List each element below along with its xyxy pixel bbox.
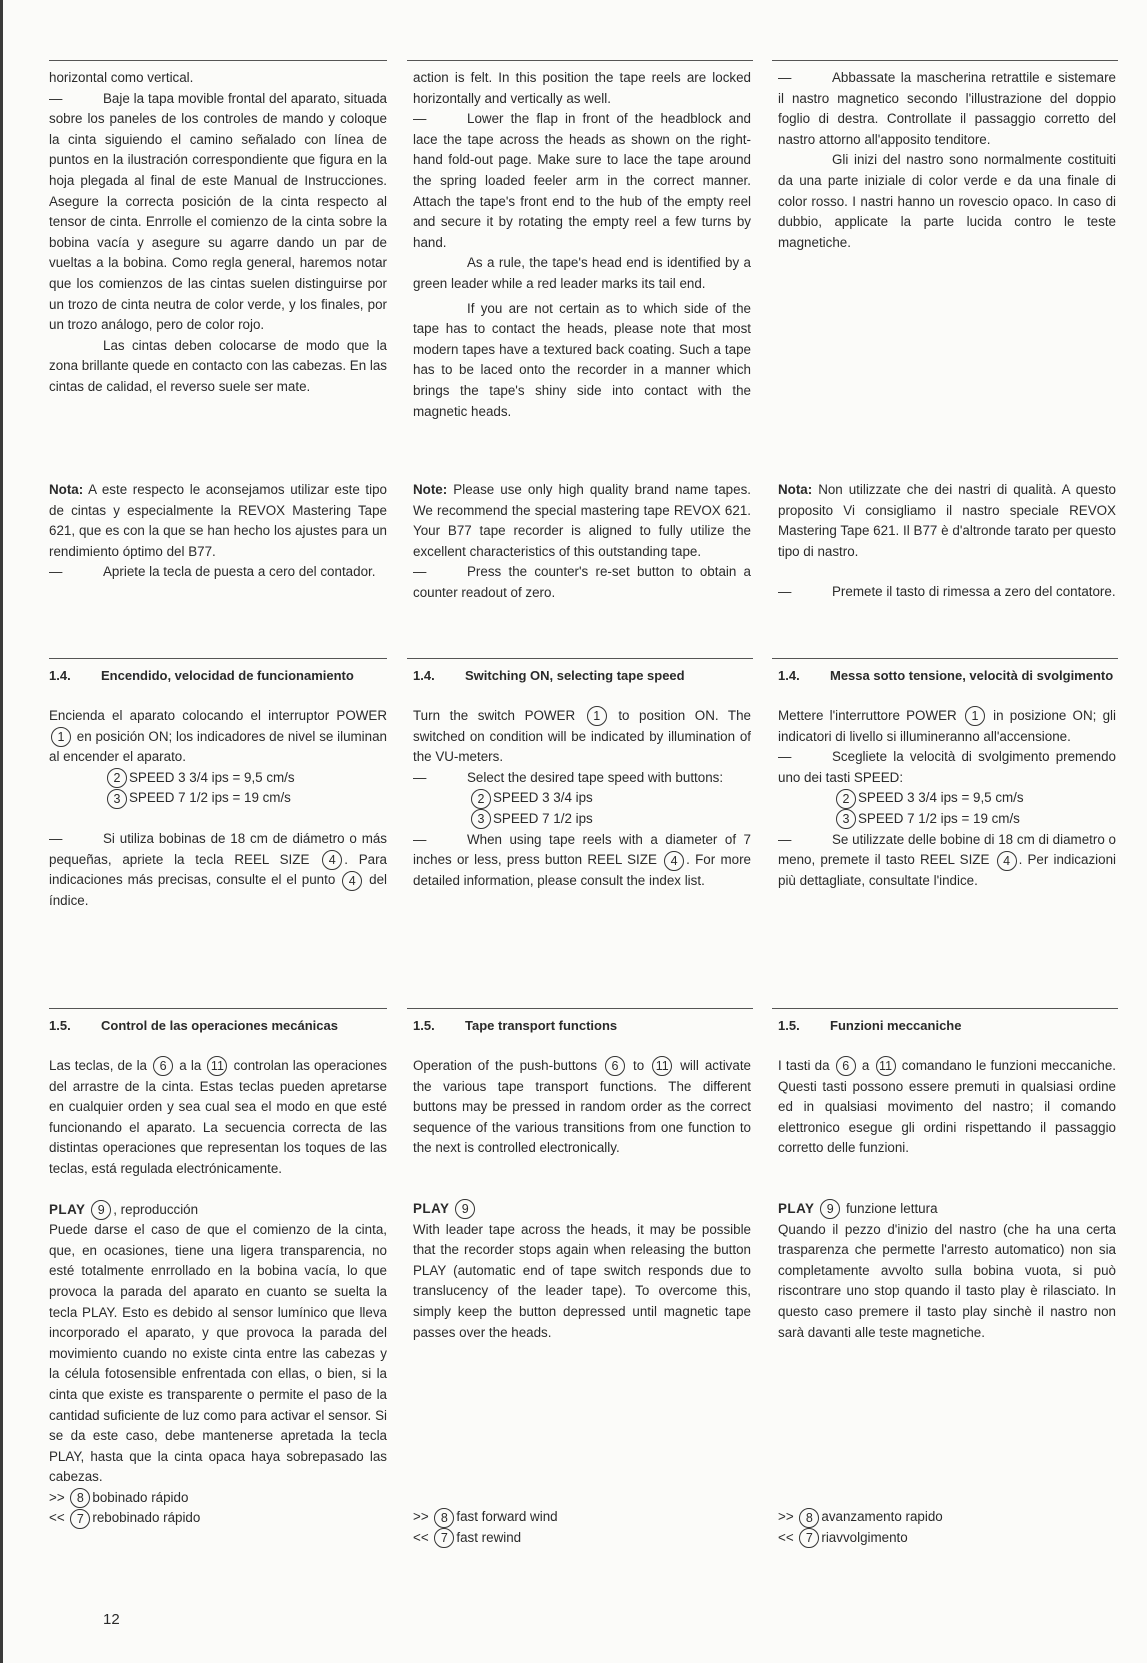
top-rule — [49, 60, 387, 61]
button-number-icon: 1 — [965, 706, 985, 726]
paragraph: — Baje la tapa movible frontal del aparato, situada sobre los paneles de los controles de mando y coloque la cinta siguiendo el camino señalado con línea de puntos en la ilustración correspondiente que figura en la hoja plegada al final de este Manual de Instrucciones. Asegure la correcta posición de la cinta respecto al tensor de cinta. Enrrolle el comienzo de la cinta sobre la bobina vacía y asegure su agarre dando un par de vueltas a la bobina. Como regla general, haremos notar que los comienzos de las cintas suelen distinguirse por un trozo de cinta neutra de color verde, y los finales, por un trozo análogo, pero de color rojo. — [49, 90, 387, 333]
rewind-number-icon: 7 — [799, 1528, 819, 1548]
note-paragraph: Note: Please use only high quality brand name tapes. We recommend the special mastering tape REVOX 621. Your B77 tape recorder is aligned to fully utilize the excellent characteristics of this outstanding tape. — [413, 482, 751, 559]
button-number-icon: 4 — [342, 871, 362, 891]
paragraph: I tasti da 6 a 11 comandano le funzioni meccaniche. Questi tasti possono essere premuti in qualsiasi ordine ed in qualsiasi movimento del nastro; il comando elettronico esegue gli ordini rispettando il passaggio corretto delle funzioni. — [778, 1058, 1116, 1156]
top-rule — [407, 60, 753, 61]
section-heading: 1.5. Tape transport functions — [413, 1018, 618, 1033]
speed-line: 3 SPEED 7 1/2 ips = 19 cm/s — [778, 809, 1116, 830]
play-button-number-icon: 9 — [820, 1199, 840, 1219]
paragraph: If you are not certain as to which side of the tape has to contact the heads, please note that most modern tapes have a textured back coating. Such a tape has to be laced onto the recorder in a manner which brings the tape's shiny side into contact with the magnetic heads. — [413, 300, 751, 419]
speed-line: 3 SPEED 7 1/2 ips — [413, 809, 751, 830]
fast-forward-line: >> 8 bobinado rápido — [49, 1488, 387, 1509]
section-rule — [407, 658, 753, 659]
paragraph: — Press the counter's re-set button to obtain a counter readout of zero. — [413, 564, 751, 600]
paragraph: — Premete il tasto di rimessa a zero del contatore. — [778, 584, 1116, 600]
rewind-line: << 7 riavvolgimento — [778, 1528, 1116, 1549]
paragraph: With leader tape across the heads, it may be possible that the recorder stops again when releasing the button PLAY (automatic end of tape switch responds due to translucency of the leader tape). To overcome this, simply keep the button depressed until magnetic tape passes over the heads. — [413, 1221, 751, 1340]
button-number-icon: 3 — [107, 789, 127, 809]
section-heading: 1.4. Switching ON, selecting tape speed — [413, 668, 685, 683]
paragraph: Las cintas deben colocarse de modo que la zona brillante quede en contacto con las cabezas. En las cintas de calidad, el reverso suele ser mate. — [49, 337, 387, 394]
paragraph: As a rule, the tape's head end is identified by a green leader while a red leader marks its tail end. — [413, 255, 751, 291]
rewind-number-icon: 7 — [70, 1509, 90, 1529]
page-binding-edge — [0, 0, 3, 1663]
button-number-icon: 2 — [107, 768, 127, 788]
paragraph: — Si utiliza bobinas de 18 cm de diámetro o más pequeñas, apriete la tecla REEL SIZE 4 . Para indicaciones más precisas, consulte el el punto 4 del índice. — [49, 830, 387, 908]
paragraph: Gli inizi del nastro sono normalmente costituiti da una parte iniziale di color verde e da una finale di color rosso. I nastri hanno un rovescio opaco. In caso di dubbio, applicate la parte lucida contro le teste magnetiche. — [778, 152, 1116, 250]
button-number-icon: 4 — [664, 851, 684, 871]
button-number-icon: 11 — [207, 1056, 227, 1076]
button-number-icon: 1 — [51, 727, 71, 747]
fast-forward-number-icon: 8 — [70, 1488, 90, 1508]
section-1-4 — [413, 666, 751, 891]
rewind-line: << 7 rebobinado rápido — [49, 1508, 387, 1529]
section-rule — [772, 658, 1118, 659]
fast-forward-line: >> 8 fast forward wind — [413, 1507, 751, 1528]
paragraph: — Lower the flap in front of the headblock and lace the tape across the heads as shown on the right-hand fold-out page. Make sure to lace the tape around the spring loaded feeler arm in the correct manner. Attach the tape's front end to the hub of the empty reel and secure it by rotating the empty reel a few turns by hand. — [413, 111, 751, 250]
page-number: 12 — [103, 1611, 120, 1628]
nota-paragraph: Nota: Non utilizzate che dei nastri di qualità. A questo proposito Vi consigliamo il nastro speciale REVOX Mastering Tape 621. Il B77 è d'altronde tarato per questo tipo di nastro. — [778, 482, 1116, 559]
section-tape-lacing — [778, 68, 1116, 253]
section-tape-lacing — [49, 68, 387, 398]
paragraph: Puede darse el caso de que el comienzo de la cinta, que, en ocasiones, tiene una ligera transparencia, no esté totalmente enrrollado en la bobina vacía, lo que provoca la parada del aparato en cuanto se suelta la tecla PLAY. Esto es debido al sensor lumínico que lleva incorporado el aparato, y que provoca la parada del movimiento cuando no existe cinta entre las cabezas y la célula fotosensible enfrentada con ellas, o bien, si la cinta que existe es transparente o permite el paso de la cantidad suficiente de luz como para activar el sensor. Si se da este caso, debe mantenerse apretada la tecla PLAY, hasta que la cinta opaca haya sobrepasado las cabezas. — [49, 1222, 387, 1485]
paragraph: Mettere l'interruttore POWER 1 in posizione ON; gli indicatori di livello si illumineranno all'accensione. — [778, 708, 1116, 744]
button-number-icon: 3 — [836, 809, 856, 829]
top-rule — [772, 60, 1118, 61]
section-nota — [778, 480, 1116, 603]
play-heading: PLAY 9 — [413, 1199, 751, 1220]
nota-paragraph: Nota: A este respecto le aconsejamos utilizar este tipo de cintas y especialmente la REVOX Mastering Tape 621, que es con la que se han hecho los ajustes para un rendimiento óptimo del B77. — [49, 482, 387, 559]
section-1-5 — [413, 1016, 751, 1548]
play-heading: PLAY 9 , reproducción — [49, 1200, 387, 1221]
play-heading: PLAY 9 funzione lettura — [778, 1199, 1116, 1220]
paragraph: — Abbassate la mascherina retrattile e sistemare il nastro magnetico secondo l'illustrazione del doppio foglio di destra. Controllate il passaggio corretto del nastro attorno all'apposito tenditore. — [778, 70, 1116, 147]
paragraph: Turn the switch POWER 1 to position ON. The switched on condition will be indicated by illumination of the VU-meters. — [413, 708, 751, 765]
button-number-icon: 6 — [836, 1056, 856, 1076]
rewind-line: << 7 fast rewind — [413, 1528, 751, 1549]
rewind-number-icon: 7 — [434, 1528, 454, 1548]
button-number-icon: 4 — [322, 850, 342, 870]
paragraph: — Apriete la tecla de puesta a cero del contador. — [49, 564, 376, 580]
paragraph: — Se utilizzate delle bobine di 18 cm di diametro o meno, premete il tasto REEL SIZE 4 . Per indicazioni più dettagliate, consultate l'indice. — [778, 831, 1116, 888]
button-number-icon: 4 — [997, 851, 1017, 871]
paragraph: Operation of the push-buttons 6 to 11 will activate the various tape transport functions. The different buttons may be pressed in random order as the correct sequence of the various transitions from one function to the next is controlled electronically. — [413, 1058, 751, 1156]
paragraph: — Select the desired tape speed with buttons: — [413, 769, 724, 785]
button-number-icon: 1 — [587, 706, 607, 726]
section-1-4 — [49, 666, 387, 911]
section-rule — [407, 1008, 753, 1009]
fast-forward-number-icon: 8 — [434, 1508, 454, 1528]
section-nota — [49, 480, 387, 583]
button-number-icon: 6 — [153, 1056, 173, 1076]
section-tape-lacing — [413, 68, 751, 422]
section-heading: 1.5. Funzioni meccaniche — [778, 1018, 962, 1033]
section-1-4 — [778, 666, 1116, 891]
section-heading: 1.4. Encendido, velocidad de funcionamiento — [49, 668, 354, 683]
speed-line: 2 SPEED 3 3/4 ips = 9,5 cm/s — [49, 768, 387, 789]
section-1-5 — [49, 1016, 387, 1529]
button-number-icon: 11 — [652, 1056, 672, 1076]
paragraph: horizontal como vertical. — [49, 70, 194, 85]
section-heading: 1.4. Messa sotto tensione, velocità di svolgimento — [778, 668, 1114, 683]
fast-forward-number-icon: 8 — [799, 1508, 819, 1528]
section-heading: 1.5. Control de las operaciones mecánicas — [49, 1018, 338, 1033]
button-number-icon: 6 — [605, 1056, 625, 1076]
paragraph: Quando il pezzo d'inizio del nastro (che ha una certa trasparenza che permette l'arresto automatico) non sia completamente avvolto sulla bobina vuota, si può riscontrare uno stop quando il tasto play è rilasciato. In questo caso premere il tasto play sinchè il nastro non sarà davanti alle teste magnetiche. — [778, 1221, 1116, 1340]
section-1-5 — [778, 1016, 1116, 1548]
paragraph: — Scegliete la velocità di svolgimento premendo uno dei tasti SPEED: — [778, 749, 1116, 785]
speed-line: 3 SPEED 7 1/2 ips = 19 cm/s — [49, 788, 387, 809]
speed-line: 2 SPEED 3 3/4 ips = 9,5 cm/s — [778, 788, 1116, 809]
section-rule — [772, 1008, 1118, 1009]
section-rule — [49, 1008, 387, 1009]
fast-forward-line: >> 8 avanzamento rapido — [778, 1507, 1116, 1528]
play-button-number-icon: 9 — [91, 1200, 111, 1220]
speed-line: 2 SPEED 3 3/4 ips — [413, 788, 751, 809]
section-rule — [49, 658, 387, 659]
button-number-icon: 3 — [471, 809, 491, 829]
section-note — [413, 480, 751, 604]
play-button-number-icon: 9 — [455, 1199, 475, 1219]
paragraph: Encienda el aparato colocando el interruptor POWER 1 en posición ON; los indicadores de nivel se iluminan al encender el aparato. — [49, 708, 387, 765]
paragraph: Las teclas, de la 6 a la 11 controlan las operaciones del arrastre de la cinta. Estas teclas pueden apretarse en cualquier orden y sea cual sea el modo en que esté funcionando el aparato. La secuencia correcta de las distintas operaciones que representan los toques de las teclas, está regulada electrónicamente. — [49, 1058, 387, 1176]
button-number-icon: 2 — [836, 789, 856, 809]
button-number-icon: 11 — [876, 1056, 896, 1076]
paragraph: action is felt. In this position the tape reels are locked horizontally and vertically as well. — [413, 70, 751, 106]
paragraph: — When using tape reels with a diameter of 7 inches or less, press button REEL SIZE 4 . For more detailed information, please consult the index list. — [413, 831, 751, 888]
button-number-icon: 2 — [471, 789, 491, 809]
